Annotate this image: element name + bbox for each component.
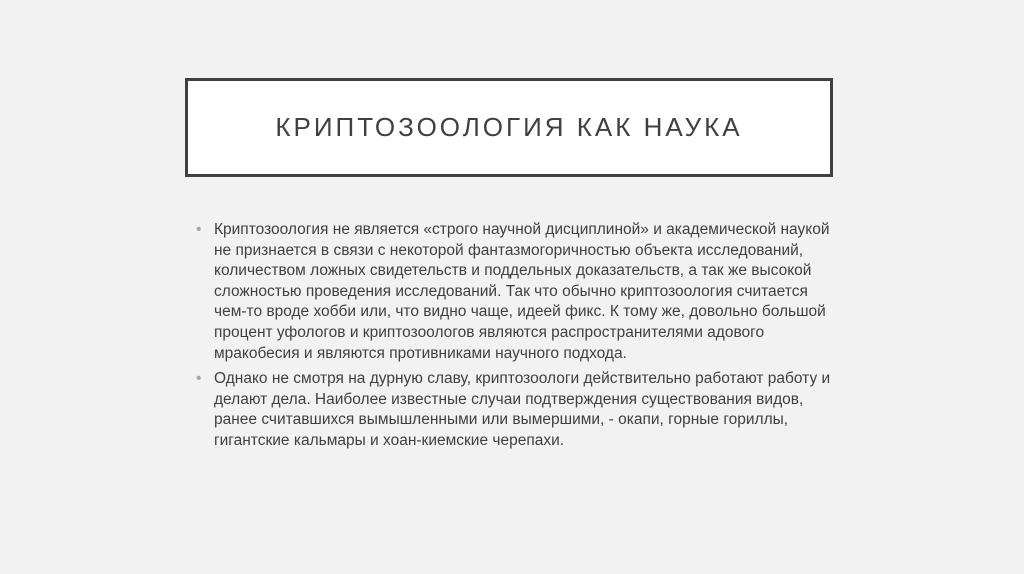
- bullet-text: Криптозоология не является «строго научной дисциплиной» и академической наукой не признается в связи с некоторой фантазмогоричностью объекта исследований, количеством ложных свидетельств и поддельных доказательств, а так же высокой сложностью проведения исследований. Так что обычно криптозоология считается чем-то вроде хобби или, что видно чаще, идеей фикс. К тому же, довольно большой процент уфологов и криптозоологов являются распространителями адового мракобесия и являются противниками научного подхода.: [214, 221, 830, 362]
- bullet-list: [196, 220, 836, 457]
- slide-title: КРИПТОЗООЛОГИЯ КАК НАУКА: [275, 112, 743, 142]
- title-box: [185, 78, 833, 177]
- bullet-item: [196, 369, 836, 451]
- bullet-item: [196, 220, 836, 364]
- bullet-text: Однако не смотря на дурную славу, криптозоологи действительно работают работу и делают дела. Наиболее известные случаи подтверждения существования видов, ранее считавшихся вымышленными или вымершими, - окапи, горные гориллы, гигантские кальмары и хоан-киемские черепахи.: [214, 370, 831, 449]
- bullet-marker-icon: •: [196, 221, 202, 238]
- bullet-marker-icon: •: [196, 370, 202, 388]
